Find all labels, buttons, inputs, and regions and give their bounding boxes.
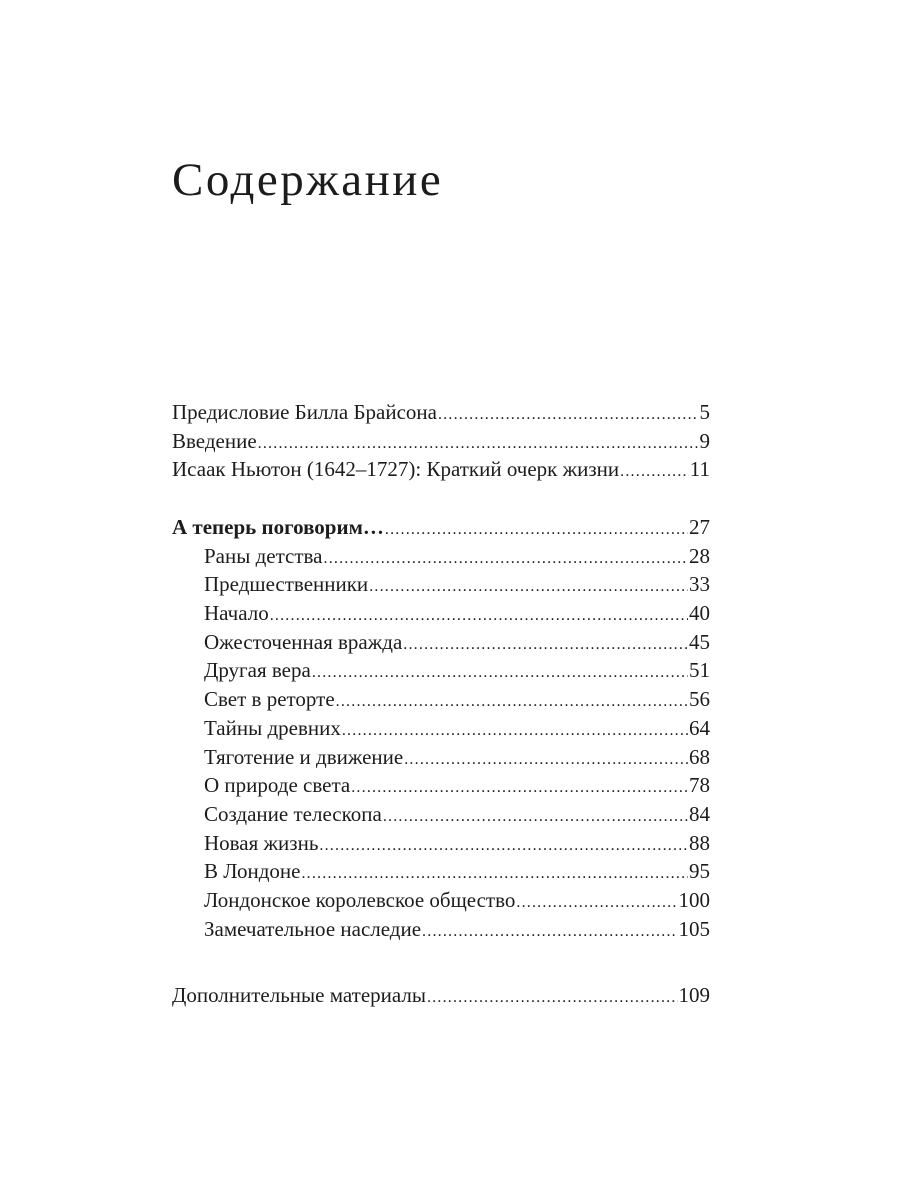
- toc-chapter-page: 45: [689, 629, 710, 654]
- toc-chapter[interactable]: [172, 570, 710, 599]
- toc-entry-page: 11: [689, 457, 710, 482]
- toc-chapter-label: Тайны древних: [204, 715, 341, 740]
- toc-part-page: 27: [689, 515, 710, 539]
- toc-chapter-label: Замечательное наследие: [204, 916, 422, 941]
- toc-chapter[interactable]: [172, 771, 710, 800]
- toc-part-heading[interactable]: [172, 513, 710, 542]
- toc-chapter[interactable]: [172, 857, 710, 886]
- toc-dot-leader: [403, 631, 688, 660]
- toc-chapter-label: В Лондоне: [204, 859, 301, 884]
- toc-chapter[interactable]: [172, 599, 710, 628]
- page-title: Содержание: [172, 154, 444, 206]
- toc-dot-leader: [385, 516, 688, 545]
- toc-dot-leader: [422, 918, 677, 947]
- toc-dot-leader: [312, 659, 688, 688]
- toc-back-matter: [172, 981, 710, 1010]
- toc-chapter-page: 105: [678, 916, 710, 941]
- toc-entry-page: 5: [699, 400, 710, 424]
- toc-chapter-page: 95: [689, 859, 710, 884]
- toc-chapter[interactable]: [172, 886, 710, 915]
- toc-entry[interactable]: [172, 981, 710, 1010]
- toc-dot-leader: [301, 860, 688, 889]
- toc-chapter-page: 28: [689, 543, 710, 568]
- toc-entry-label: Исаак Ньютон (1642–1727): Краткий очерк жизни: [172, 457, 620, 482]
- toc-chapter-page: 100: [678, 887, 710, 912]
- toc-entry[interactable]: [172, 398, 710, 427]
- toc-chapter-label: Свет в реторте: [204, 687, 335, 712]
- toc-chapter-page: 64: [689, 715, 710, 740]
- toc-chapter-page: 40: [689, 601, 710, 626]
- toc-dot-leader: [258, 430, 699, 459]
- toc-chapter-label: Ожесточенная вражда: [204, 629, 403, 654]
- toc-dot-leader: [369, 573, 688, 602]
- toc-dot-leader: [324, 545, 689, 574]
- toc-chapter-page: 33: [689, 572, 710, 597]
- toc-part-label: А теперь поговорим…: [172, 515, 384, 539]
- toc-entry[interactable]: [172, 427, 710, 456]
- toc-chapter-label: О природе света: [204, 773, 351, 798]
- toc-chapter-label: Тяготение и движение: [204, 744, 404, 769]
- toc-dot-leader: [427, 984, 678, 1013]
- toc-dot-leader: [516, 889, 677, 918]
- toc-chapter-label: Создание телескопа: [204, 801, 382, 826]
- toc-entry-label: Введение: [172, 428, 257, 453]
- toc-chapter[interactable]: [172, 915, 710, 944]
- toc-dot-leader: [336, 688, 688, 717]
- toc-chapter-page: 84: [689, 801, 710, 826]
- toc-dot-leader: [620, 458, 689, 487]
- toc-entry[interactable]: [172, 455, 710, 484]
- toc-chapter[interactable]: [172, 743, 710, 772]
- toc-chapter-page: 56: [689, 687, 710, 712]
- toc-chapter-label: Другая вера: [204, 658, 311, 683]
- toc-chapter[interactable]: [172, 829, 710, 858]
- toc-dot-leader: [342, 717, 688, 746]
- toc-dot-leader: [383, 803, 688, 832]
- toc-chapter-label: Начало: [204, 601, 269, 626]
- toc-entry-page: 9: [699, 428, 710, 453]
- toc-dot-leader: [319, 832, 688, 861]
- toc-chapter-page: 51: [689, 658, 710, 683]
- toc-dot-leader: [438, 401, 699, 430]
- toc-chapter[interactable]: [172, 685, 710, 714]
- toc-chapter-page: 68: [689, 744, 710, 769]
- toc-entry-label: Предисловие Билла Брайсона: [172, 400, 437, 424]
- toc-chapter[interactable]: [172, 800, 710, 829]
- toc-chapter-label: Лондонское королевское общество: [204, 887, 516, 912]
- toc-dot-leader: [270, 602, 688, 631]
- toc-main-part: [172, 513, 710, 943]
- toc-chapter[interactable]: [172, 628, 710, 657]
- toc-dot-leader: [404, 746, 688, 775]
- toc-chapter[interactable]: [172, 656, 710, 685]
- toc-front-matter: [172, 398, 710, 484]
- toc-chapter-page: 78: [689, 773, 710, 798]
- toc-dot-leader: [351, 774, 688, 803]
- toc-chapter-label: Предшественники: [204, 572, 369, 597]
- toc-chapter-label: Новая жизнь: [204, 830, 319, 855]
- toc-entry-label: Дополнительные материалы: [172, 983, 426, 1007]
- toc-chapter-label: Раны детства: [204, 543, 323, 568]
- toc-chapter-page: 88: [689, 830, 710, 855]
- toc-chapter[interactable]: [172, 542, 710, 571]
- toc-chapter[interactable]: [172, 714, 710, 743]
- toc-entry-page: 109: [678, 983, 710, 1007]
